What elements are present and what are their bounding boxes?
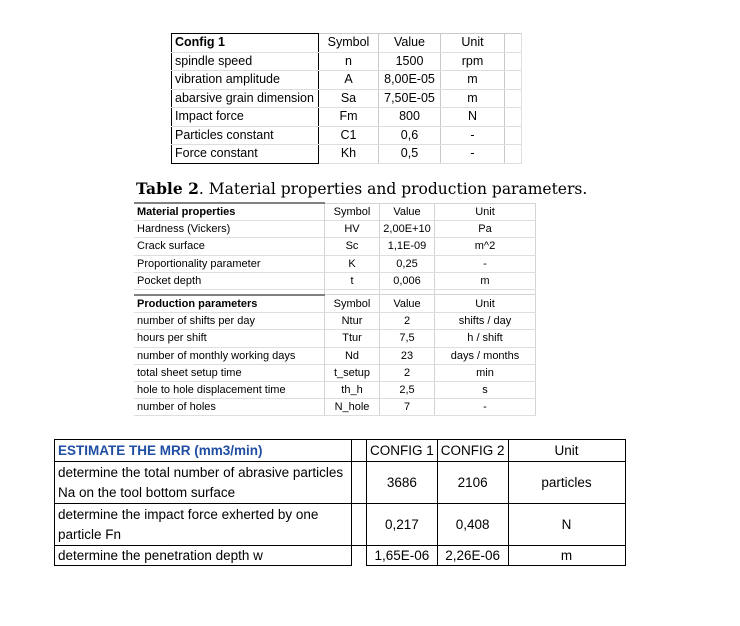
value-header: Value [379, 34, 441, 53]
config1-header: CONFIG 1 [367, 440, 438, 462]
param-symbol: t [325, 272, 380, 289]
table-row [134, 399, 536, 416]
param-unit: rpm [441, 52, 505, 71]
param-value: 0,6 [379, 126, 441, 145]
param-label: vibration amplitude [172, 71, 319, 90]
table-caption [136, 179, 587, 198]
table-row [55, 504, 626, 546]
param-unit: days / months [435, 347, 536, 364]
config-title: Config 1 [172, 34, 319, 53]
param-unit: s [435, 381, 536, 398]
param-symbol: Sc [325, 238, 380, 255]
spacer-cell [505, 89, 522, 108]
table-row [55, 546, 626, 566]
table-row [172, 52, 522, 71]
table-row [55, 462, 626, 504]
table-row [134, 272, 536, 289]
table-row [134, 347, 536, 364]
estimate-mrr-table [54, 439, 626, 566]
param-label: number of monthly working days [134, 347, 325, 364]
param-symbol: A [319, 71, 379, 90]
table-row [172, 34, 522, 53]
spacer-cell [352, 462, 367, 504]
caption-text: . Material properties and production parameters. [198, 180, 588, 198]
param-symbol: K [325, 255, 380, 272]
param-unit: Pa [435, 221, 536, 238]
config1-value: 1,65E-06 [367, 546, 438, 566]
task-label: determine the total number of abrasive particles Na on the tool bottom surface [55, 462, 352, 504]
table-row [134, 313, 536, 330]
task-unit: N [508, 504, 625, 546]
material-production-table [134, 202, 536, 416]
table-row [134, 364, 536, 381]
table-row [134, 330, 536, 347]
param-symbol: n [319, 52, 379, 71]
param-value: 23 [380, 347, 435, 364]
param-symbol: N_hole [325, 399, 380, 416]
param-unit: - [435, 255, 536, 272]
param-symbol: Nd [325, 347, 380, 364]
symbol-header: Symbol [319, 34, 379, 53]
param-value: 800 [379, 108, 441, 127]
table-row [134, 255, 536, 272]
param-value: 2 [380, 364, 435, 381]
param-symbol: C1 [319, 126, 379, 145]
param-unit: m [441, 71, 505, 90]
spacer-cell [505, 34, 522, 53]
config-table [171, 33, 522, 164]
param-value: 0,25 [380, 255, 435, 272]
table-row [134, 381, 536, 398]
param-symbol: th_h [325, 381, 380, 398]
caption-label: Table 2 [136, 179, 199, 198]
table-row [172, 71, 522, 90]
param-unit: shifts / day [435, 313, 536, 330]
task-unit: m [508, 546, 625, 566]
spacer-cell [505, 145, 522, 164]
estimate-title: ESTIMATE THE MRR (mm3/min) [55, 440, 352, 462]
param-label: Crack surface [134, 238, 325, 255]
param-label: hours per shift [134, 330, 325, 347]
table-row [134, 238, 536, 255]
param-label: Hardness (Vickers) [134, 221, 325, 238]
param-label: Force constant [172, 145, 319, 164]
param-value: 0,006 [380, 272, 435, 289]
task-label: determine the penetration depth w [55, 546, 352, 566]
param-value: 2,5 [380, 381, 435, 398]
param-value: 7 [380, 399, 435, 416]
param-label: number of shifts per day [134, 313, 325, 330]
material-properties-header: Material properties [134, 203, 325, 221]
unit-header: Unit [435, 203, 536, 221]
param-label: Impact force [172, 108, 319, 127]
param-unit: h / shift [435, 330, 536, 347]
param-value: 0,5 [379, 145, 441, 164]
param-value: 2,00E+10 [380, 221, 435, 238]
param-value: 1,1E-09 [380, 238, 435, 255]
table-row [172, 145, 522, 164]
unit-header: Unit [508, 440, 625, 462]
param-unit: - [441, 126, 505, 145]
param-unit: - [435, 399, 536, 416]
param-label: Proportionality parameter [134, 255, 325, 272]
param-label: Particles constant [172, 126, 319, 145]
task-unit: particles [508, 462, 625, 504]
param-label: total sheet setup time [134, 364, 325, 381]
param-unit: m [441, 89, 505, 108]
table-row [172, 89, 522, 108]
table-header-row [134, 203, 536, 221]
param-label: number of holes [134, 399, 325, 416]
param-symbol: Ttur [325, 330, 380, 347]
param-symbol: HV [325, 221, 380, 238]
symbol-header: Symbol [325, 203, 380, 221]
param-symbol: Sa [319, 89, 379, 108]
spacer-cell [505, 108, 522, 127]
param-label: hole to hole displacement time [134, 381, 325, 398]
spacer-cell [352, 546, 367, 566]
production-parameters-header: Production parameters [134, 295, 325, 313]
config2-value: 2,26E-06 [437, 546, 508, 566]
config2-value: 0,408 [437, 504, 508, 546]
param-value: 1500 [379, 52, 441, 71]
table-header-row [134, 295, 536, 313]
param-label: spindle speed [172, 52, 319, 71]
config2-header: CONFIG 2 [437, 440, 508, 462]
config1-value: 3686 [367, 462, 438, 504]
param-symbol: Kh [319, 145, 379, 164]
param-unit: m^2 [435, 238, 536, 255]
table-header-row [55, 440, 626, 462]
value-header: Value [380, 295, 435, 313]
param-unit: min [435, 364, 536, 381]
unit-header: Unit [435, 295, 536, 313]
param-label: Pocket depth [134, 272, 325, 289]
unit-header: Unit [441, 34, 505, 53]
symbol-header: Symbol [325, 295, 380, 313]
spacer-cell [352, 504, 367, 546]
param-value: 7,50E-05 [379, 89, 441, 108]
param-symbol: Fm [319, 108, 379, 127]
table-row [172, 126, 522, 145]
spacer-cell [505, 52, 522, 71]
value-header: Value [380, 203, 435, 221]
config1-value: 0,217 [367, 504, 438, 546]
param-unit: N [441, 108, 505, 127]
param-label: abarsive grain dimension [172, 89, 319, 108]
param-value: 2 [380, 313, 435, 330]
param-symbol: Ntur [325, 313, 380, 330]
param-symbol: t_setup [325, 364, 380, 381]
spacer-cell [505, 71, 522, 90]
spacer-cell [352, 440, 367, 462]
table-row [172, 108, 522, 127]
task-label: determine the impact force exherted by one particle Fn [55, 504, 352, 546]
spacer-cell [505, 126, 522, 145]
param-value: 7,5 [380, 330, 435, 347]
table-row [134, 221, 536, 238]
config2-value: 2106 [437, 462, 508, 504]
param-unit: m [435, 272, 536, 289]
param-value: 8,00E-05 [379, 71, 441, 90]
param-unit: - [441, 145, 505, 164]
